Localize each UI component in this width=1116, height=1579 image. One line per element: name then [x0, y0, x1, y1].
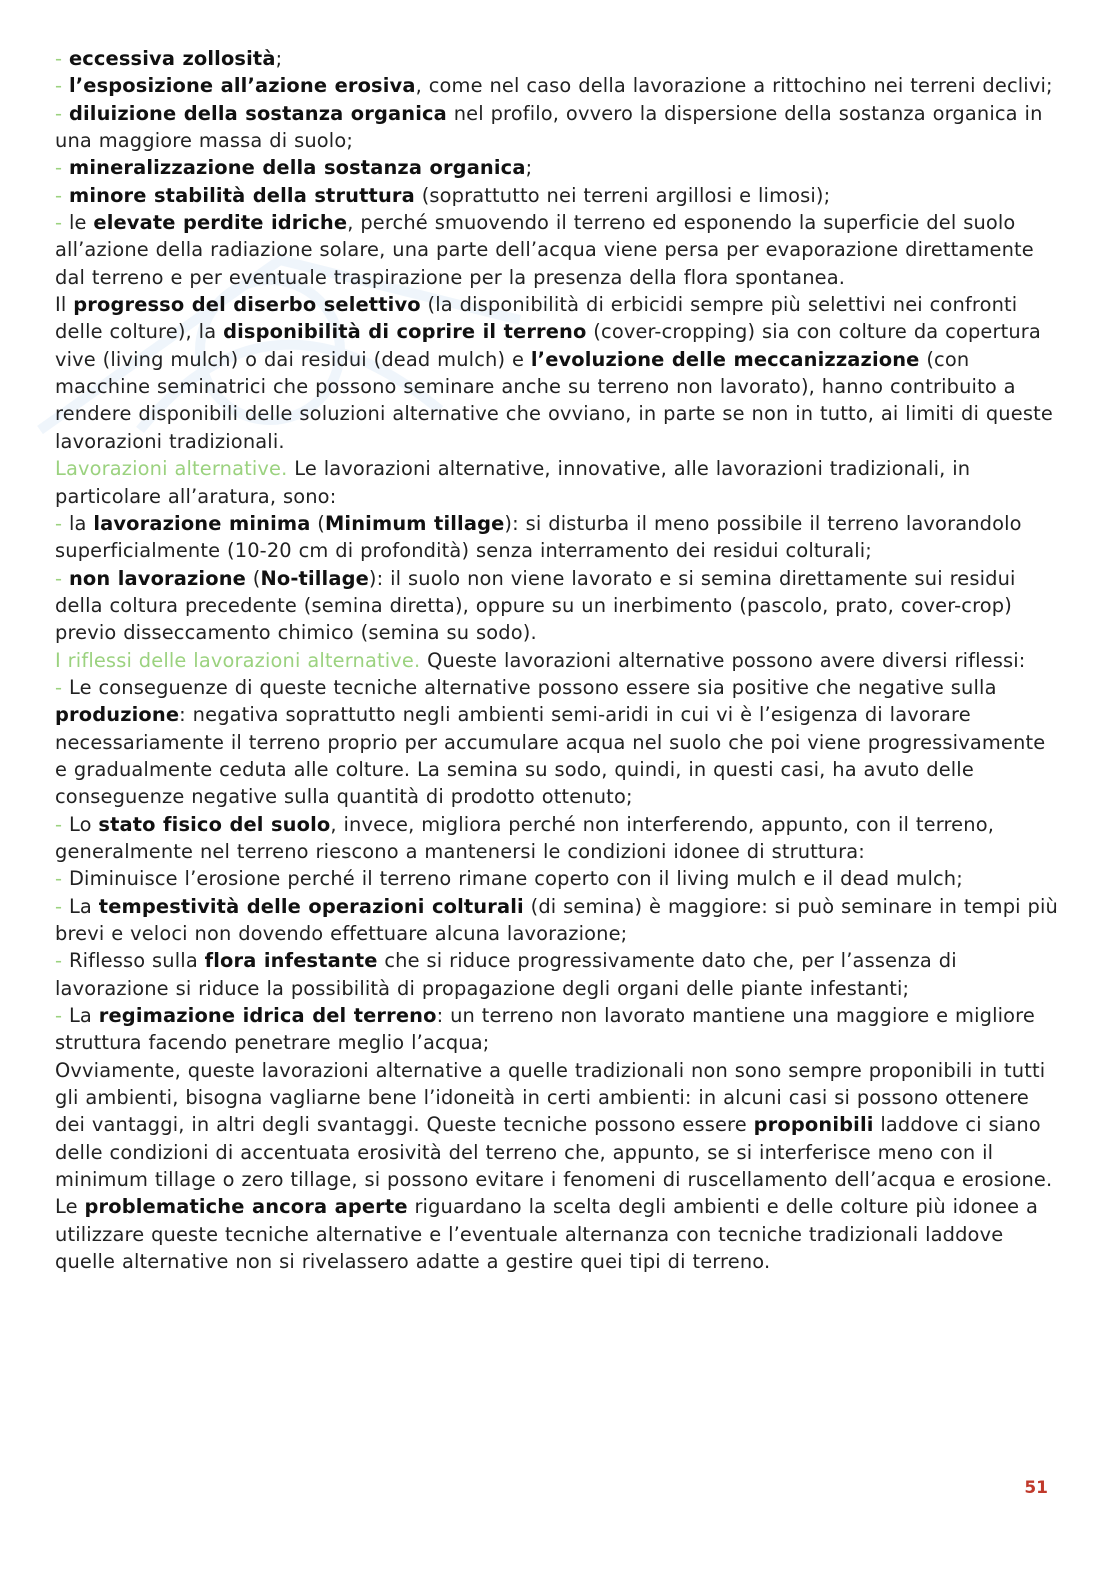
text: le: [68, 211, 94, 235]
text: Ovviamente, queste lavorazioni alternative a quelle tradizionali non sono sempre proponibili in tutti gli ambienti, bisogna vagliarne bene l’idoneità in certi ambienti: in alcuni casi si possono ottenere dei vantaggi, in altri degli svantaggi. Queste tecniche possono essere: [55, 1058, 1046, 1137]
bold-term: regimazione idrica del terreno: [98, 1004, 437, 1028]
text: Le: [55, 1195, 85, 1219]
bullet-dash: -: [55, 156, 69, 180]
bold-term: proponibili: [753, 1113, 874, 1137]
text: Diminuisce l’erosione perché il terreno rimane coperto con il living mulch e il dead mulch;: [68, 867, 963, 891]
bullet-dash: -: [55, 101, 69, 125]
text: ): si disturba il meno possibile il terreno lavorandolo superficialmente (10-20 cm di profondità) senza interramento dei residui colturali;: [55, 511, 1022, 563]
bold-term: flora infestante: [204, 949, 378, 973]
text: riguardano la scelta degli ambienti e delle colture più idonee a utilizzare queste tecniche alternative e l’eventuale alternanza con tecniche tradizionali laddove quelle alternative non si rivelassero adatte a gestire quei tipi di terreno.: [55, 1195, 1039, 1274]
paragraph-obviously: [55, 1057, 1063, 1194]
bold-term: tempestività delle operazioni colturali: [98, 894, 524, 918]
bullet-dash: -: [55, 47, 69, 70]
list-item: [55, 1002, 1063, 1057]
text: Riflesso sulla: [68, 949, 205, 973]
bold-term: mineralizzazione della sostanza organica: [68, 156, 526, 180]
bold-term: Minimum tillage: [324, 511, 505, 535]
text: Il: [55, 293, 74, 317]
bullet-dash: -: [55, 675, 69, 699]
paragraph-progress: [55, 291, 1063, 455]
text: La: [68, 1004, 99, 1028]
text: Lo: [68, 812, 99, 836]
bold-term: elevate perdite idriche: [93, 211, 348, 235]
text: nel profilo, ovvero la dispersione della sostanza organica in una maggiore massa di suolo;: [55, 101, 1043, 153]
text: (di semina) è maggiore: si può seminare in tempi più brevi e veloci non dovendo effettuare alcuna lavorazione;: [55, 894, 1058, 945]
list-item: [55, 947, 1063, 1002]
list-item: [55, 182, 1063, 209]
paragraph-reflexes: [55, 647, 1063, 674]
list-item: [55, 674, 1063, 811]
bold-term: minore stabilità della struttura: [68, 183, 415, 207]
page-number: 51: [1024, 1478, 1048, 1498]
text: : negativa soprattutto negli ambienti semi-aridi in cui vi è l’esigenza di lavorare necessariamente il terreno proprio per accumulare acqua nel suolo che poi viene progressivamente e gradualmente ceduta alle colture. La semina su sodo, quindi, in questi casi, ha avuto delle conseguenze negative sulla quantità di prodotto ottenuto;: [55, 703, 1046, 809]
text: Le conseguenze di queste tecniche alternative possono essere sia positive che negative sulla: [68, 675, 997, 699]
bullet-dash: -: [55, 812, 69, 836]
section-heading: I riflessi delle lavorazioni alternative.: [55, 648, 421, 672]
bullet-dash: -: [55, 867, 69, 891]
text: , invece, migliora perché non interferendo, appunto, con il terreno, generalmente nel terreno riescono a mantenersi le condizioni idonee di struttura:: [55, 812, 995, 863]
text: (: [310, 511, 325, 535]
list-item: [55, 100, 1063, 155]
bullet-dash: -: [55, 949, 69, 973]
list-item: [55, 154, 1063, 181]
paragraph-open-issues: [55, 1193, 1063, 1275]
bold-term: eccessiva zollosità: [68, 47, 276, 70]
bold-term: produzione: [55, 703, 180, 727]
bold-term: No-tillage: [260, 566, 369, 590]
list-item: [55, 811, 1063, 866]
bold-term: l’evoluzione delle meccanizzazione: [530, 347, 920, 371]
text: , perché smuovendo il terreno ed esponendo la superficie del suolo all’azione della radiazione solare, una parte dell’acqua viene persa per evaporazione direttamente dal terreno e per eventuale traspirazione per la presenza della flora spontanea.: [55, 211, 1034, 289]
text: (soprattutto nei terreni argillosi e limosi);: [414, 183, 831, 207]
bold-term: non lavorazione: [68, 566, 246, 590]
bold-term: diluizione della sostanza organica: [68, 101, 447, 125]
text: ;: [525, 156, 533, 180]
text: laddove ci siano delle condizioni di accentuata erosività del terreno che, appunto, se si interferisce meno con il minimum tillage o zero tillage, si possono evitare i fenomeni di ruscellamento dell’acqua e erosione.: [55, 1113, 1053, 1192]
bold-term: l’esposizione all’azione erosiva: [68, 74, 416, 98]
bullet-dash: -: [55, 566, 69, 590]
text: (cover-cropping) sia con colture da copertura vive (living mulch) o dai residui (dead mulch) e: [55, 320, 1041, 371]
section-heading: Lavorazioni alternative.: [55, 457, 288, 481]
text: che si riduce progressivamente dato che, per l’assenza di lavorazione si riduce la possibilità di propagazione degli organi delle piante infestanti;: [55, 949, 957, 1000]
bullet-dash: -: [55, 183, 69, 207]
bullet-dash: -: [55, 211, 69, 235]
bullet-dash: -: [55, 74, 69, 98]
text: : un terreno non lavorato mantiene una maggiore e migliore struttura facendo penetrare meglio l’acqua;: [55, 1004, 1035, 1055]
bullet-dash: -: [55, 1004, 69, 1028]
bullet-dash: -: [55, 894, 69, 918]
text: La: [68, 894, 99, 918]
list-item: [55, 45, 1063, 72]
bold-term: stato fisico del suolo: [98, 812, 331, 836]
text: , come nel caso della lavorazione a rittochino nei terreni declivi;: [415, 74, 1053, 98]
bold-term: lavorazione minima: [93, 511, 311, 535]
list-item: [55, 510, 1063, 565]
list-item: [55, 209, 1063, 291]
text: Queste lavorazioni alternative possono avere diversi riflessi:: [420, 648, 1026, 672]
bold-term: problematiche ancora aperte: [84, 1195, 408, 1219]
paragraph-alternative: [55, 455, 1063, 510]
text: la: [68, 511, 94, 535]
bold-term: disponibilità di coprire il terreno: [223, 320, 587, 344]
text: (la disponibilità di erbicidi sempre più selettivi nei confronti delle colture), la: [55, 293, 1018, 344]
text: (: [245, 566, 261, 590]
text: Le lavorazioni alternative, innovative, alle lavorazioni tradizionali, in particolare all’aratura, sono:: [55, 457, 971, 508]
bold-term: progresso del diserbo selettivo: [73, 293, 421, 317]
bullet-dash: -: [55, 511, 69, 535]
list-item: [55, 72, 1063, 99]
text: ;: [275, 47, 283, 70]
list-item: [55, 865, 1063, 892]
text: ): il suolo non viene lavorato e si semina direttamente sui residui della coltura precedente (semina diretta), oppure su un inerbimento (pascolo, prato, cover-crop) previo disseccamento chimico (semina su sodo).: [55, 566, 1016, 645]
list-item: [55, 893, 1063, 948]
page-content: [55, 45, 1063, 1275]
text: (con macchine seminatrici che possono seminare anche su terreno non lavorato), hanno contribuito a rendere disponibili delle soluzioni alternative che ovviano, in parte se non in tutto, ai limiti di queste lavorazioni tradizionali.: [55, 347, 1053, 453]
list-item: [55, 565, 1063, 647]
